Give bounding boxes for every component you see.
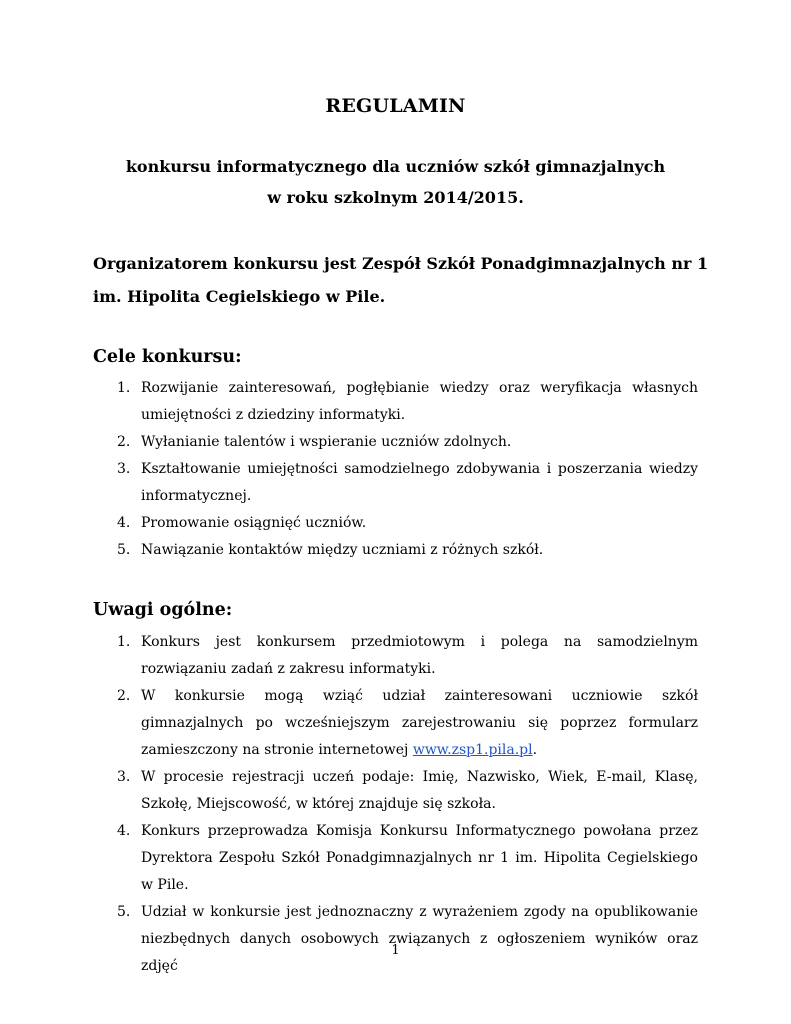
list-item — [93, 429, 698, 456]
list-item — [93, 510, 698, 537]
item-number: 4. — [117, 823, 131, 839]
item-number: 3. — [117, 461, 131, 477]
list-item — [93, 764, 698, 818]
item-number: 5. — [117, 904, 131, 920]
item-text: Konkurs przeprowadza Komisja Konkursu Informatycznego powołana przez Dyrektora Zespołu Szkół Ponadgimnazjalnych nr 1 im. Hipolita Cegielskiego w Pile. — [141, 823, 698, 893]
organizer-line-1: Organizatorem konkursu jest Zespół Szkół Ponadgimnazjalnych nr 1 — [93, 254, 709, 273]
item-text-end: . — [532, 742, 538, 758]
item-text: Kształtowanie umiejętności samodzielnego zdobywania i poszerzania wiedzy informatycznej. — [141, 461, 698, 504]
item-number: 1. — [117, 380, 131, 396]
list-item — [93, 456, 698, 510]
organizer-line-2: im. Hipolita Cegielskiego w Pile. — [93, 287, 386, 306]
item-number: 2. — [117, 434, 131, 450]
item-text: W konkursie mogą wziąć udział zainteresowani uczniowie szkół gimnazjalnych po wcześniejszym zarejestrowaniu się poprzez formularz zamieszczony na stronie internetowej — [141, 688, 698, 758]
item-number: 1. — [117, 634, 131, 650]
item-text: Konkurs jest konkursem przedmiotowym i polega na samodzielnym rozwiązaniu zadań z zakresu informatyki. — [141, 634, 698, 677]
list-item — [93, 375, 698, 429]
remarks-list — [93, 629, 698, 980]
document-title: REGULAMIN — [325, 95, 466, 117]
goals-heading: Cele konkursu: — [93, 347, 242, 367]
item-text: Promowanie osiągnięć uczniów. — [141, 515, 367, 531]
website-link[interactable]: www.zsp1.pila.pl — [412, 742, 533, 758]
item-text: Udział w konkursie jest jednoznaczny z wyrażeniem zgody na opublikowanie niezbędnych danych osobowych związanych z ogłoszeniem wyników oraz zdjęć — [141, 904, 698, 974]
item-text: Nawiązanie kontaktów między uczniami z różnych szkół. — [141, 542, 544, 558]
list-item — [93, 629, 698, 683]
item-text: W procesie rejestracji uczeń podaje: Imię, Nazwisko, Wiek, E-mail, Klasę, Szkołę, Miejscowość, w której znajduje się szkoła. — [141, 769, 698, 812]
list-item — [93, 683, 698, 764]
item-number: 3. — [117, 769, 131, 785]
item-text: Wyłanianie talentów i wspieranie uczniów zdolnych. — [141, 434, 512, 450]
remarks-heading: Uwagi ogólne: — [93, 600, 233, 620]
subtitle-line-1: konkursu informatycznego dla uczniów szkół gimnazjalnych — [125, 157, 666, 176]
list-item — [93, 818, 698, 899]
goals-list — [93, 375, 698, 564]
item-number: 2. — [117, 688, 131, 704]
list-item — [93, 537, 698, 564]
list-item — [93, 899, 698, 980]
item-number: 5. — [117, 542, 131, 558]
item-number: 4. — [117, 515, 131, 531]
page-number: 1 — [391, 943, 400, 958]
subtitle-line-2: w roku szkolnym 2014/2015. — [267, 188, 524, 207]
item-text: Rozwijanie zainteresowań, pogłębianie wiedzy oraz weryfikacja własnych umiejętności z dziedziny informatyki. — [141, 380, 698, 423]
